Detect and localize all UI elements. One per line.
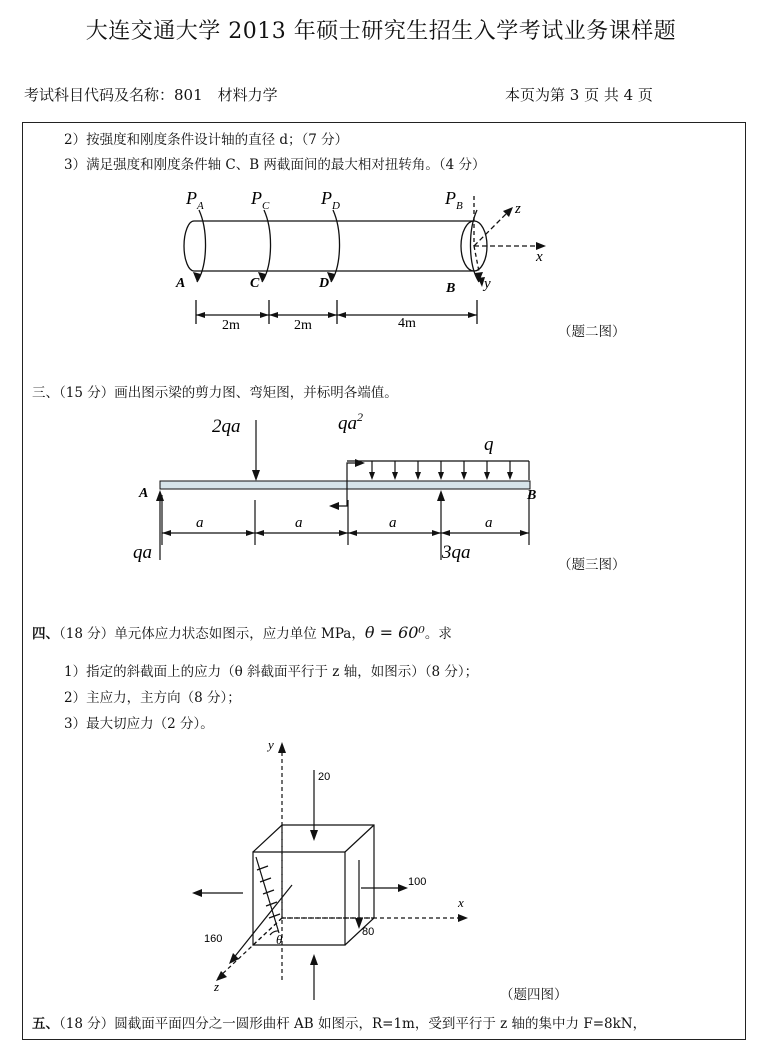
reaction-mid-label: 3qa	[442, 542, 471, 563]
figure-2-caption: （题二图）	[558, 324, 626, 340]
exam-title: 大连交通大学 2013 年硕士研究生招生入学考试业务课样题	[85, 19, 677, 44]
torque-label-d: $P_D$	[321, 188, 340, 212]
problem3-statement: 三、（15 分）画出图示梁的剪力图、弯矩图，并标明各端值。	[32, 385, 398, 401]
force-2qa-label: 2qa	[212, 416, 241, 437]
problem5-statement: 五、（18 分）圆截面平面四分之一圆形曲杆 AB 如图示，R=1m，受到平行于 z 轴的集中力 F=8kN，	[32, 1016, 647, 1032]
problem4-statement: 四、（18 分）单元体应力状态如图示，应力单位 MPa，θ = 60⁰。求	[32, 623, 452, 642]
beam-end-b: B	[527, 488, 537, 503]
theta-equation: θ = 60⁰	[364, 623, 425, 642]
stress-axis-x-label: x	[458, 895, 464, 910]
point-label-a: A	[176, 276, 186, 291]
stress-value-100: 100	[408, 876, 427, 888]
dim-a-2: a	[295, 515, 303, 531]
reaction-a-label: qa	[133, 542, 152, 563]
point-label-c: C	[250, 276, 260, 291]
torque-label-b: $P_B$	[445, 188, 463, 212]
distributed-load-label: q	[484, 434, 494, 455]
theta-label: θ	[276, 932, 283, 947]
stress-value-160: 160	[204, 933, 223, 945]
moment-label: $qa^2$	[338, 410, 363, 434]
stress-value-80: 80	[362, 926, 375, 938]
problem4-item-3: 3）最大切应力（2 分）。	[64, 716, 214, 732]
problem2-part3: 3）满足强度和刚度条件轴 C、B 两截面间的最大相对扭转角。（4 分）	[64, 157, 486, 173]
axis-label-x: x	[536, 249, 543, 265]
problem4-item-2: 2）主应力，主方向（8 分）；	[64, 690, 241, 706]
figure-3-caption: （题三图）	[558, 557, 626, 573]
stress-axis-z-label: z	[214, 979, 220, 994]
point-label-b: B	[446, 281, 456, 296]
dim-a-1: a	[196, 515, 204, 531]
dim-label-1: 2m	[222, 318, 240, 333]
figure-4-caption: （题四图）	[500, 987, 568, 1003]
torque-label-a: $P_A$	[186, 188, 204, 212]
stress-axis-y-label: y	[268, 737, 274, 752]
dim-a-4: a	[485, 515, 493, 531]
torque-label-c: $P_C$	[251, 188, 270, 212]
axis-label-y: y	[484, 276, 491, 292]
dim-label-2: 2m	[294, 318, 312, 333]
point-label-d: D	[319, 276, 330, 291]
stress-value-20: 20	[318, 771, 331, 783]
problem4-head: 四、	[32, 626, 59, 642]
problem2-part2: 2）按强度和刚度条件设计轴的直径 d；（7 分）	[64, 132, 349, 148]
axis-label-z: z	[515, 201, 521, 217]
problem4-item-1: 1）指定的斜截面上的应力（θ 斜截面平行于 z 轴，如图示）（8 分）；	[64, 664, 479, 680]
dim-label-3: 4m	[398, 316, 416, 331]
page-indicator: 本页为第 3 页 共 4 页	[505, 86, 653, 104]
subject-code: 考试科目代码及名称：801 材料力学	[24, 86, 278, 104]
dim-a-3: a	[389, 515, 397, 531]
problem5-head: 五、	[32, 1016, 59, 1032]
beam-end-a: A	[139, 486, 149, 501]
